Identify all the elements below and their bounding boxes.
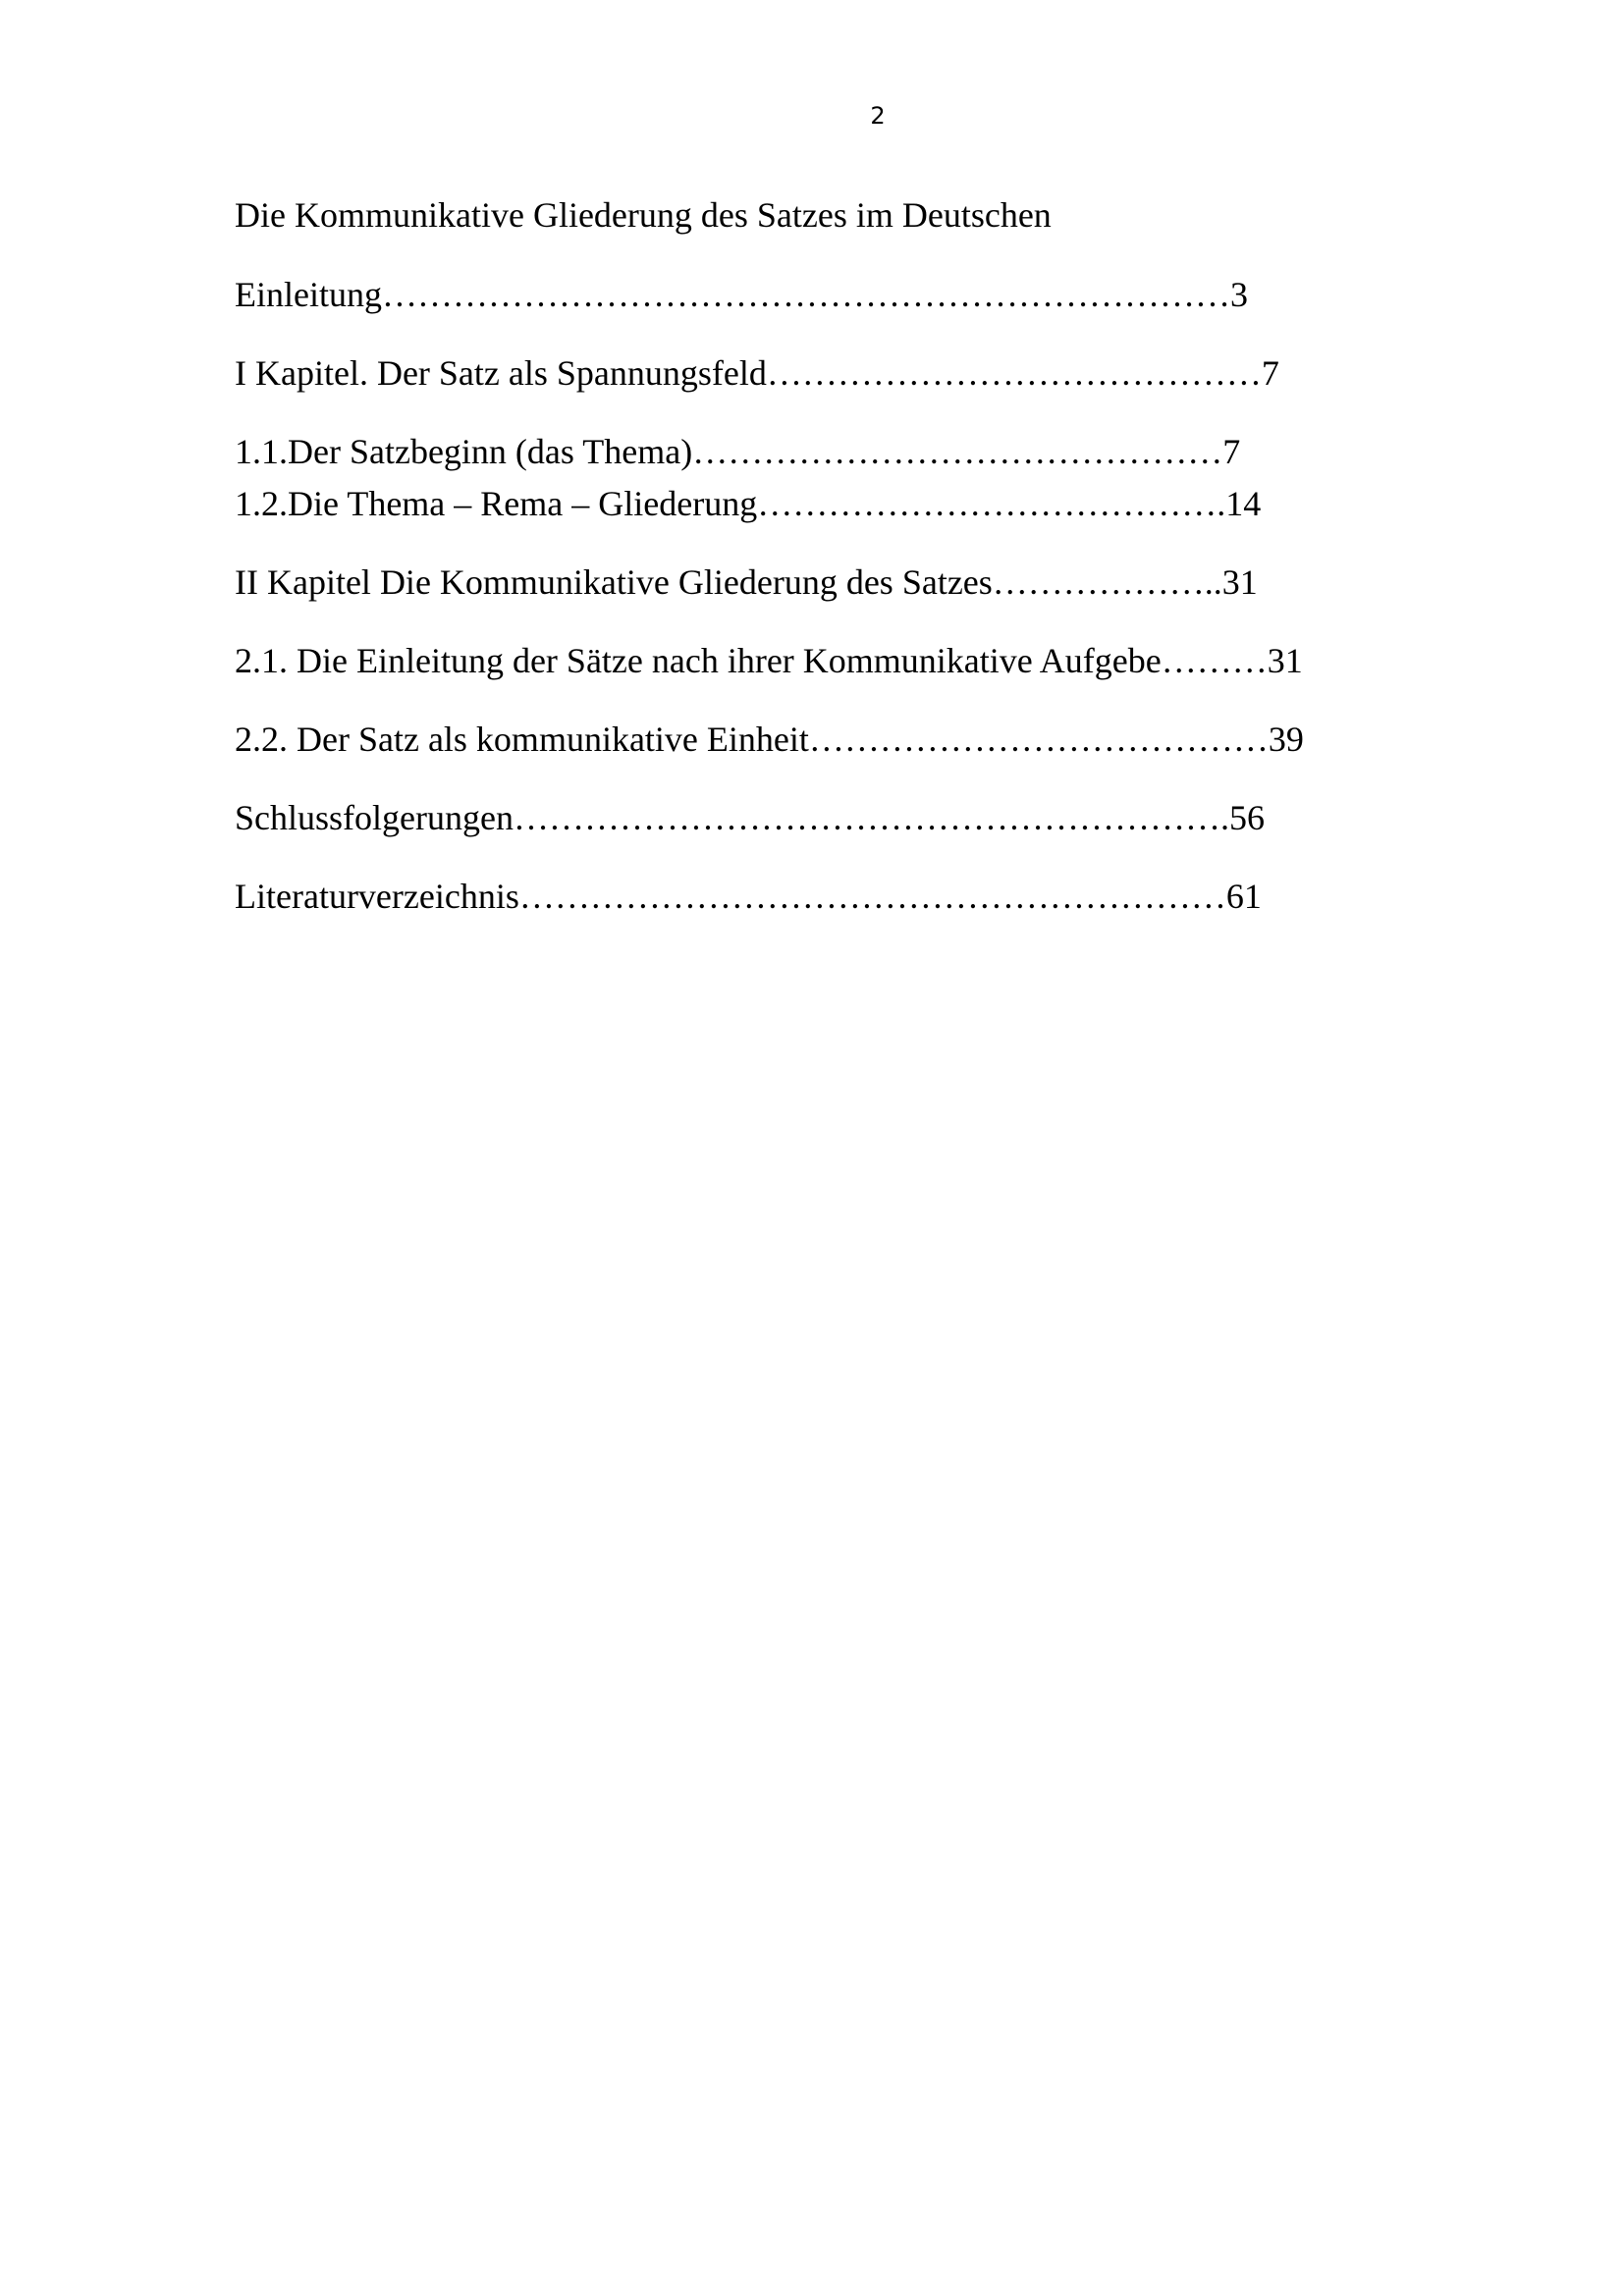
toc-entry-2-2: 2.2. Der Satz als kommunikative Einheit…………………………………39 [235, 720, 1304, 759]
toc-entry-kapitel-1: I Kapitel. Der Satz als Spannungsfeld……………………………………7 [235, 353, 1279, 393]
toc-entry-2-1: 2.1. Die Einleitung der Sätze nach ihrer Kommunikative Aufgebe………31 [235, 641, 1303, 680]
document-title: Die Kommunikative Gliederung des Satzes im Deutschen [235, 195, 1052, 235]
toc-entry-schlussfolgerungen: Schlussfolgerungen…………………………………………………….56 [235, 798, 1265, 837]
page-number: 2 [870, 102, 886, 130]
toc-entry-einleitung: Einleitung………………………………………………………………3 [235, 275, 1248, 314]
toc-entry-kapitel-2: II Kapitel Die Kommunikative Gliederung des Satzes………………..31 [235, 562, 1258, 602]
toc-entry-1-2: 1.2.Die Thema – Rema – Gliederung………………………………….14 [235, 484, 1262, 523]
toc-entry-1-1: 1.1.Der Satzbeginn (das Thema)………………………………………7 [235, 432, 1241, 471]
toc-entry-literaturverzeichnis: Literaturverzeichnis……………………………………………………61 [235, 877, 1262, 916]
